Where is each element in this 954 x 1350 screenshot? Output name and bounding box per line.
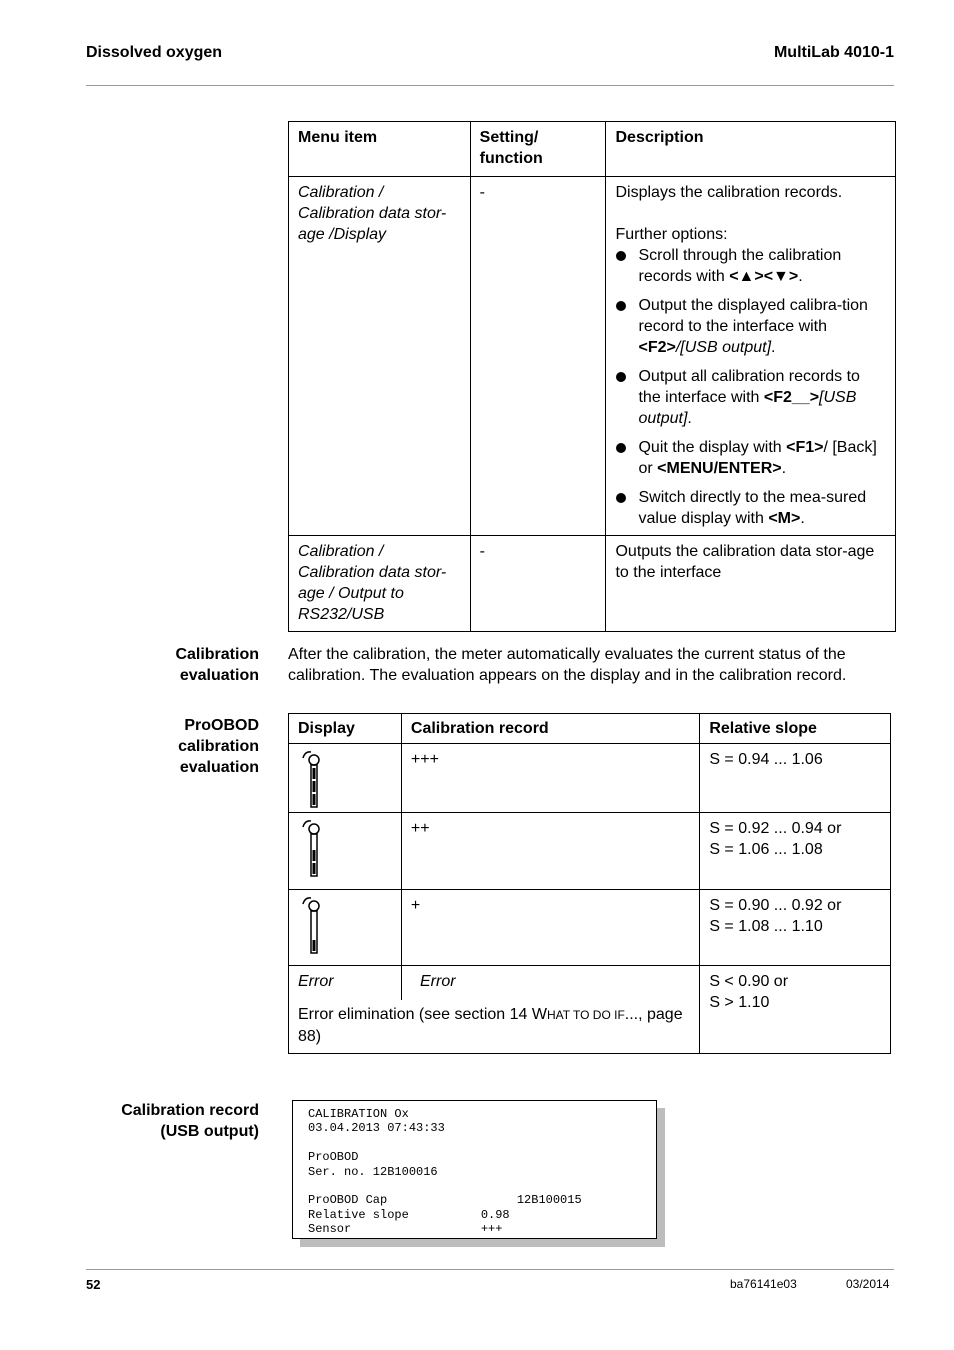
calibration-record-cell: +++ bbox=[401, 744, 699, 813]
calibration-record-cell: + bbox=[401, 890, 699, 966]
footer-divider bbox=[86, 1269, 894, 1270]
proobod-evaluation-heading: ProOBOD calibration evaluation bbox=[178, 717, 259, 776]
relative-slope-header: Relative slope bbox=[700, 714, 891, 744]
setting-cell: - bbox=[470, 177, 606, 536]
list-item: Quit the display with <F1>/ [Back] or <MENU/ENTER>. bbox=[615, 437, 886, 479]
calibration-record-cell: ++ bbox=[401, 813, 699, 890]
table-row bbox=[289, 744, 891, 813]
list-item: Switch directly to the mea-sured value display with <M>. bbox=[615, 487, 886, 529]
display-cell bbox=[289, 890, 402, 966]
header-divider bbox=[86, 85, 894, 86]
table-row bbox=[289, 966, 891, 1054]
menu-table bbox=[288, 121, 896, 632]
list-item: Output the displayed calibra-tion record to the interface with <F2>/[USB output]. bbox=[615, 295, 886, 358]
header-product-name: MultiLab 4010-1 bbox=[773, 44, 894, 61]
description-cell: Outputs the calibration data stor-age to the interface bbox=[606, 536, 896, 632]
display-cell bbox=[289, 744, 402, 813]
usb-output-text: CALIBRATION Ox 03.04.2013 07:43:33 ProOBOD Ser. no. 12B100016 ProOBOD Cap 12B100015 Relative slope 0.98 Sensor +++ bbox=[308, 1107, 582, 1237]
arrow-keys: <▲><▼> bbox=[729, 268, 799, 285]
display-cell bbox=[289, 813, 402, 890]
table-row bbox=[289, 890, 891, 966]
table-row bbox=[289, 177, 896, 536]
description-header: Description bbox=[606, 122, 896, 177]
calibration-evaluation-heading: Calibration evaluation bbox=[175, 646, 259, 684]
setting-cell: - bbox=[470, 536, 606, 632]
header-section-title: Dissolved oxygen bbox=[86, 44, 223, 61]
menu-item-header: Menu item bbox=[289, 122, 471, 177]
menu-table-header-row bbox=[289, 122, 896, 177]
relative-slope-cell: S < 0.90 or S > 1.10 bbox=[700, 966, 891, 1054]
calibration-record-header: Calibration record bbox=[401, 714, 699, 744]
calibration-evaluation-text: After the calibration, the meter automatically evaluates the current status of the calibration. The evaluation appears on the display and in the calibration record. bbox=[288, 646, 847, 684]
list-item: Output all calibration records to the interface with <F2__>[USB output]. bbox=[615, 366, 886, 429]
error-display: Error bbox=[289, 966, 402, 1000]
document-id: ba76141e03 bbox=[730, 1277, 797, 1291]
usb-output-heading: Calibration record (USB output) bbox=[121, 1102, 259, 1140]
list-item: Scroll through the calibration records with <▲><▼>. bbox=[615, 245, 886, 287]
key-f1: <F1> bbox=[786, 439, 824, 456]
options-list bbox=[615, 245, 886, 529]
key-f2-long: <F2__> bbox=[763, 389, 820, 406]
table-row bbox=[289, 536, 896, 632]
proobod-evaluation-table bbox=[288, 713, 891, 1054]
error-cell bbox=[289, 966, 700, 1054]
relative-slope-cell: S = 0.90 ... 0.92 or S = 1.08 ... 1.10 bbox=[700, 890, 891, 966]
error-record: Error bbox=[420, 973, 456, 990]
usb-output-record bbox=[292, 1100, 657, 1239]
description-intro: Displays the calibration records. bbox=[615, 184, 843, 201]
key-menu-enter: <MENU/ENTER> bbox=[657, 460, 782, 477]
key-f2: <F2> bbox=[638, 339, 676, 356]
page-number: 52 bbox=[86, 1277, 101, 1292]
display-header: Display bbox=[289, 714, 402, 744]
key-m: <M> bbox=[768, 510, 801, 527]
sensor-status-3-bars-icon bbox=[297, 750, 321, 812]
document-date: 03/2014 bbox=[846, 1277, 890, 1291]
setting-function-header: Setting/ function bbox=[470, 122, 606, 177]
description-cell bbox=[606, 177, 896, 536]
further-options-label: Further options: bbox=[615, 226, 728, 243]
menu-item-cell: Calibration / Calibration data stor-age / Output to RS232/USB bbox=[289, 536, 471, 632]
menu-item-cell: Calibration / Calibration data stor-age /Display bbox=[289, 177, 471, 536]
relative-slope-cell: S = 0.94 ... 1.06 bbox=[700, 744, 891, 813]
relative-slope-cell: S = 0.92 ... 0.94 or S = 1.06 ... 1.08 bbox=[700, 813, 891, 890]
evaluation-table-header-row bbox=[289, 714, 891, 744]
error-elimination-note: Error elimination (see section 14 WHAT TO DO IF..., page 88) bbox=[298, 1006, 683, 1045]
sensor-status-1-bar-icon bbox=[297, 896, 321, 958]
table-row bbox=[289, 813, 891, 890]
sensor-status-2-bars-icon bbox=[297, 819, 321, 881]
